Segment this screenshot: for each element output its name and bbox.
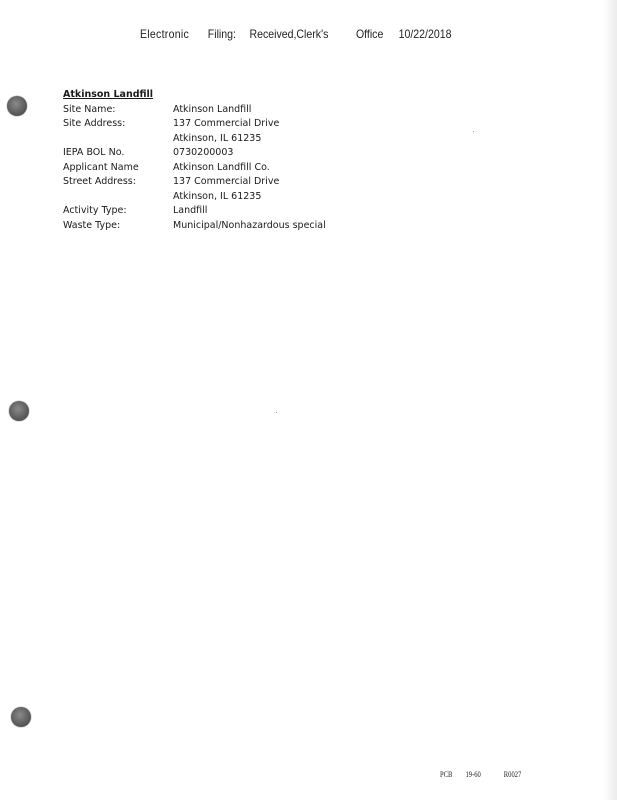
scan-speck [276,412,277,413]
record-row-applicant-name [63,161,483,176]
record-row-site-address [63,117,483,146]
row-value-line: Atkinson Landfill Co. [173,161,270,173]
row-value-line: Landfill [173,205,208,216]
footer-pcb: PCB [440,770,453,779]
punch-hole-icon [7,96,27,116]
header-filing: Filing: [207,27,236,41]
row-value [173,161,483,176]
row-value [173,103,483,118]
row-label: Applicant Name [63,161,139,173]
record-row-activity-type [63,204,483,219]
site-record [63,88,483,233]
header-electronic: Electronic [140,27,190,41]
header-received: Received,Clerk's [249,27,329,41]
record-row-street-address [63,175,483,204]
record-row-waste-type [63,219,483,234]
filing-stamp-header [140,27,452,43]
row-value-line: Municipal/Nonhazardous special [173,219,326,231]
page-footer-stamp [440,770,522,784]
record-title: Atkinson Landfill [63,89,154,100]
row-value [173,219,483,234]
footer-record-code: R0027 [503,770,522,779]
row-value-line: 0730200003 [173,147,234,158]
header-date: 10/22/2018 [398,27,452,41]
row-value [173,117,483,146]
punch-hole-icon [11,707,31,727]
header-office: Office [355,27,384,41]
row-value [173,175,483,204]
row-value-line: 137 Commercial Drive [173,118,280,129]
row-label: IEPA BOL No. [63,147,125,158]
row-label: Site Address: [63,118,126,129]
row-value-line: 137 Commercial Drive [173,176,280,187]
record-row-site-name [63,103,483,118]
scan-edge-shadow [603,0,617,800]
punch-hole-icon [9,401,29,421]
record-row-iepa-bol [63,146,483,161]
row-value-line: Atkinson Landfill [173,103,252,115]
row-value [173,146,483,161]
footer-case-number: 19-60 [465,770,481,779]
row-label: Activity Type: [63,205,127,216]
row-label: Waste Type: [63,219,121,231]
row-value [173,204,483,219]
row-value-line: Atkinson, IL 61235 [173,132,262,144]
row-label: Site Name: [63,103,116,115]
row-label: Street Address: [63,176,136,187]
row-value-line: Atkinson, IL 61235 [173,190,262,202]
